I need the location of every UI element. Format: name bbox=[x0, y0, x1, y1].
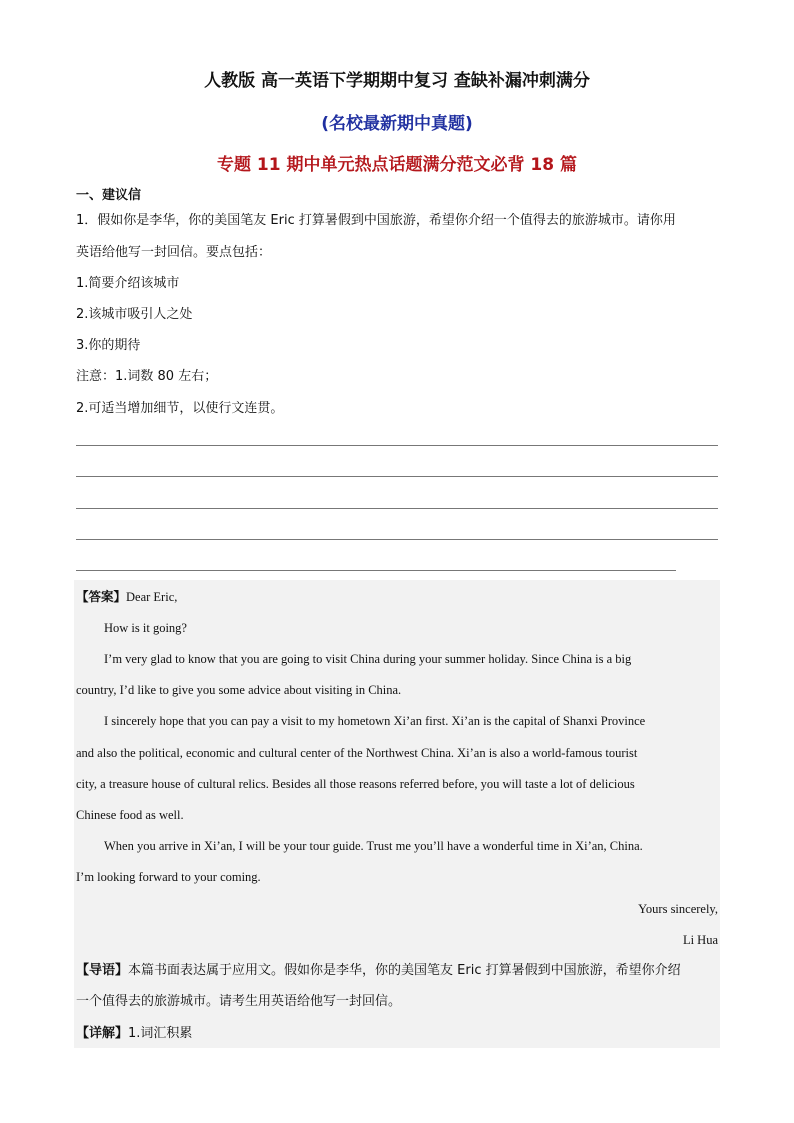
note-line: 注意：1.词数 80 左右； bbox=[76, 369, 218, 384]
answer-paragraph: I sincerely hope that you can pay a visit to my hometown Xi’an first. Xi’an is the capital of Shanxi Province bbox=[104, 714, 646, 728]
writing-line bbox=[76, 476, 718, 477]
writing-line bbox=[76, 508, 718, 509]
prompt-line: 1．假如你是李华，你的美国笔友 Eric 打算暑假到中国旅游，希望你介绍一个值得去的旅游城市。请你用 bbox=[76, 213, 676, 228]
prompt-line: 英语给他写一封回信。要点包括： bbox=[76, 245, 272, 260]
guide-line bbox=[76, 961, 718, 981]
guide-label: 【导语】 bbox=[76, 963, 129, 978]
requirement-item: 3.你的期待 bbox=[76, 338, 141, 353]
requirement-item: 2.该城市吸引人之处 bbox=[76, 307, 193, 322]
answer-paragraph: country, I’d like to give you some advice about visiting in China. bbox=[76, 683, 402, 697]
writing-line bbox=[76, 539, 718, 540]
answer-paragraph: Chinese food as well. bbox=[76, 808, 184, 822]
document-title: 人教版 高一英语下学期期中复习 查缺补漏冲刺满分 bbox=[204, 71, 590, 91]
document-subtitle: (名校最新期中真题) bbox=[321, 114, 473, 134]
answer-greeting: Dear Eric, bbox=[126, 590, 178, 604]
answer-paragraph: and also the political, economic and cultural center of the Northwest China. Xi’an is also a world-famous tourist bbox=[76, 746, 638, 760]
answer-paragraph: How is it going? bbox=[104, 621, 187, 635]
answer-paragraph: city, a treasure house of cultural relics. Besides all those reasons referred before, you will taste a lot of delicious bbox=[76, 777, 635, 791]
writing-line bbox=[76, 445, 718, 446]
section-heading: 一、建议信 bbox=[76, 188, 142, 203]
detail-line bbox=[76, 1024, 718, 1044]
writing-line bbox=[76, 570, 676, 571]
answer-label: 【答案】 bbox=[76, 589, 127, 604]
topic-title: 专题 11 期中单元热点话题满分范文必背 18 篇 bbox=[217, 155, 577, 175]
letter-closing: Yours sincerely, bbox=[638, 902, 718, 916]
detail-label: 【详解】 bbox=[76, 1026, 129, 1041]
detail-text: 1.词汇积累 bbox=[128, 1026, 193, 1041]
guide-line: 一个值得去的旅游城市。请考生用英语给他写一封回信。 bbox=[76, 994, 402, 1009]
requirement-item: 1.简要介绍该城市 bbox=[76, 276, 180, 291]
answer-paragraph: I’m very glad to know that you are going to visit China during your summer holiday. Since China is a big bbox=[104, 652, 632, 666]
answer-paragraph: When you arrive in Xi’an, I will be your tour guide. Trust me you’ll have a wonderful time in Xi’an, China. bbox=[104, 839, 643, 853]
guide-text: 本篇书面表达属于应用文。假如你是李华，你的美国笔友 Eric 打算暑假到中国旅游，希望你介绍 bbox=[128, 963, 681, 978]
note-line: 2.可适当增加细节，以使行文连贯。 bbox=[76, 401, 284, 416]
answer-greeting-line bbox=[76, 587, 718, 607]
letter-signature: Li Hua bbox=[682, 933, 718, 947]
answer-paragraph: I’m looking forward to your coming. bbox=[76, 870, 261, 884]
